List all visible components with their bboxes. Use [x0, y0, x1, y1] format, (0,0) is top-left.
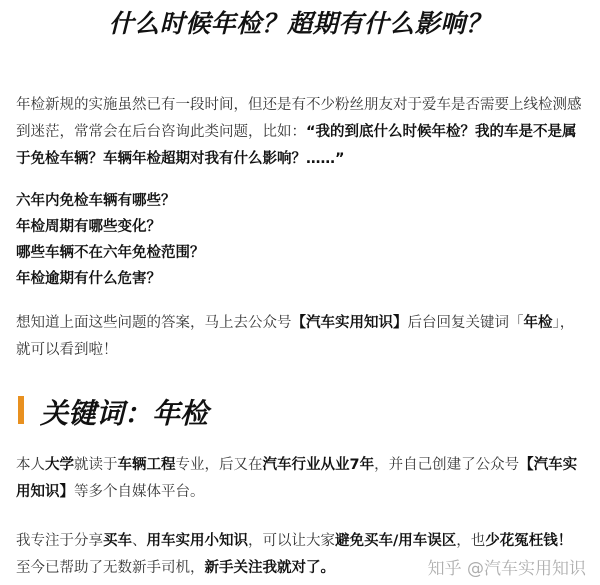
- account-name: 【汽车实用知识】: [291, 315, 408, 331]
- about-paragraph: [16, 452, 584, 506]
- about-text: 专业，后又在: [175, 457, 263, 473]
- mission-highlight: 用车实用小知识: [146, 533, 248, 549]
- about-highlight: 车辆工程: [117, 457, 176, 473]
- heading-accent-bar: [18, 396, 24, 424]
- cta-text: 想知道上面这些问题的答案，马上去公众号: [16, 315, 292, 331]
- mission-text: ，可以让大家: [248, 533, 335, 549]
- keyword-heading: 关键词：年检: [40, 397, 209, 430]
- mission-text: 至今已帮助了无数新手司机，: [16, 560, 205, 576]
- question-item: 哪些车辆不在六年免检范围？: [16, 245, 205, 261]
- question-item: 年检周期有哪些变化？: [16, 219, 161, 235]
- mission-highlight: 避免买车/用车误区: [335, 533, 457, 549]
- page-title: 什么时候年检？超期有什么影响？: [108, 9, 492, 38]
- reply-keyword: 年检: [523, 315, 553, 331]
- question-list: [16, 188, 584, 292]
- about-text: 本人: [16, 457, 45, 473]
- about-highlight: 汽车行业从业7年: [262, 457, 375, 473]
- mission-highlight: 新手关注我就对了。: [204, 560, 335, 576]
- question-item: 年检逾期有什么危害？: [16, 271, 161, 287]
- about-text: 就读于: [74, 457, 118, 473]
- cta-text: 」，就可以看到啦！: [16, 315, 575, 358]
- intro-quote: “我的到底什么时候年检？我的车是不是属于免检车辆？车辆年检超期对我有什么影响？……”: [16, 124, 577, 167]
- intro-paragraph: [16, 92, 584, 173]
- mission-highlight: 买车: [103, 533, 132, 549]
- mission-text: ，也: [456, 533, 486, 549]
- mission-text: 我专注于分享: [16, 533, 103, 549]
- mission-highlight: 少花冤枉钱！: [485, 533, 573, 549]
- zhihu-watermark: 知乎 @汽车实用知识: [427, 559, 586, 579]
- about-text: ，并自己创建了公众号: [374, 457, 520, 473]
- about-highlight: 大学: [45, 457, 74, 473]
- question-item: 六年内免检车辆有哪些？: [16, 193, 176, 209]
- cta-text: 后台回复关键词「: [407, 315, 524, 331]
- about-text: 等多个自媒体平台。: [74, 484, 205, 500]
- about-highlight: 【汽车实用知识】: [16, 457, 578, 500]
- mission-text: 、: [132, 533, 147, 549]
- cta-paragraph: [16, 310, 584, 364]
- intro-text: 年检新规的实施虽然已有一段时间，但还是有不少粉丝朋友对于爱车是否需要上线检测感到迷茫，常常会在后台咨询此类问题，比如：: [16, 97, 582, 140]
